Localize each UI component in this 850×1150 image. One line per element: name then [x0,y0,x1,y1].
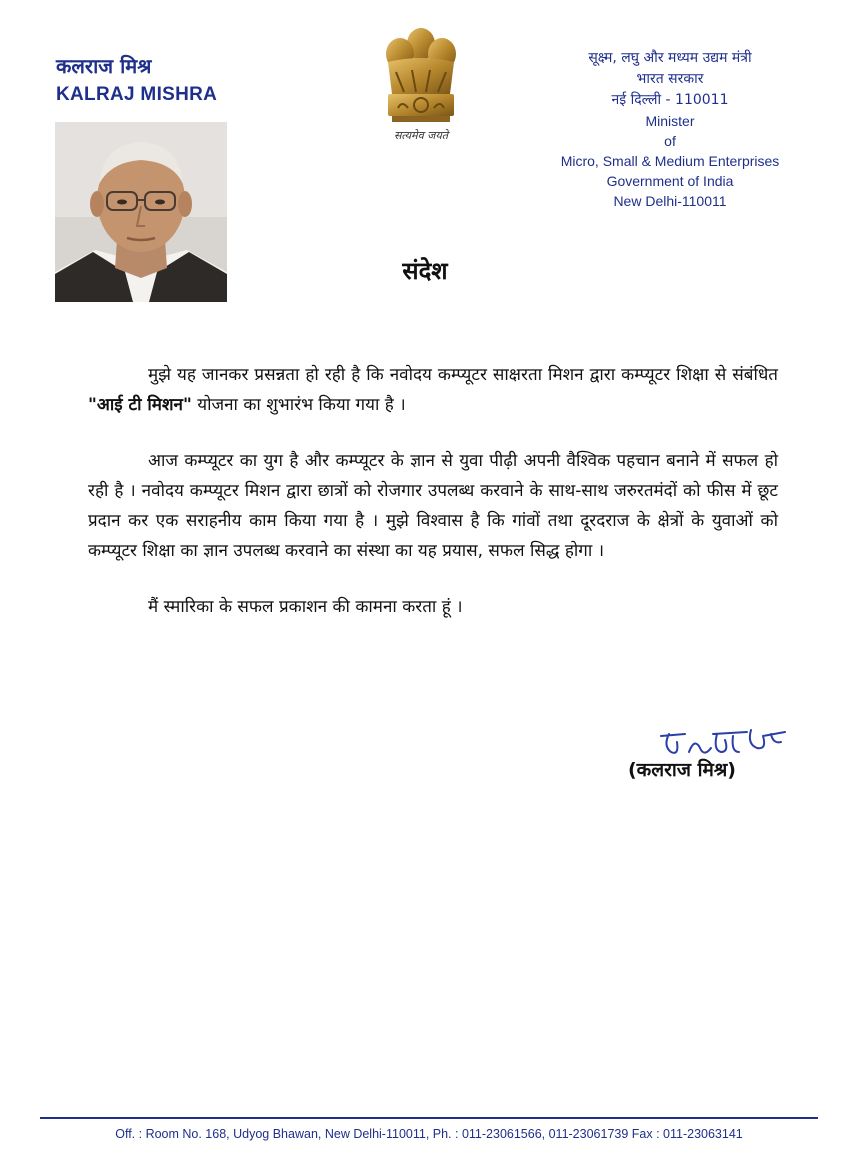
paragraph-1 [88,360,778,420]
footer-divider [40,1117,818,1119]
paragraph-2: आज कम्प्यूटर का युग है और कम्प्यूटर के ज्ञान से युवा पीढ़ी अपनी वैश्विक पहचान बनाने में सफल हो रही है । नवोदय कम्प्यूटर मिशन द्वारा छात्रों को रोजगार उपलब्ध करवाने के साथ-साथ जरुरतमंदों को फीस में छूट प्रदान कर एक सराहनीय काम किया गया है । मुझे विश्वास है कि गांवों तथा दूरदराज के क्षेत्रों के युवाओं को कम्प्यूटर शिक्षा का ज्ञान उपलब्ध करवाने का संस्था का यह प्रयास, सफल सिद्ध होगा । [88,451,778,561]
letter-body [88,360,778,622]
ministry-hindi-line3: नई दिल्ली - 110011 [611,92,729,108]
scheme-name: "आई टी मिशन" [88,395,192,415]
paragraph-1-part1: मुझे यह जानकर प्रसन्नता हो रही है कि नवोदय कम्प्यूटर साक्षरता मिशन द्वारा कम्प्यूटर शिक्षा से संबंधित [148,365,778,385]
ministry-english-line4: Government of India [606,173,734,189]
ministry-english-line5: New Delhi-110011 [613,193,727,209]
signatory-name: (कलराज मिश्र) [628,759,736,781]
ministry-english-line3: Micro, Small & Medium Enterprises [560,153,780,169]
minister-name-hindi: कलराज मिश्र [56,54,152,78]
paragraph-1-part2: योजना का शुभारंभ किया गया है । [191,395,406,415]
ministry-hindi-line1: सूक्ष्म, लघु और मध्यम उद्यम मंत्री [588,50,752,66]
ministry-english-line2: of [664,133,676,149]
ministry-hindi-line2: भारत सरकार [636,71,704,87]
minister-name-english: KALRAJ MISHRA [56,84,218,105]
national-emblem-icon [378,24,464,134]
paragraph-3: मैं स्मारिका के सफल प्रकाशन की कामना करता हूं । [148,597,463,617]
letter-title: संदेश [402,257,448,285]
ministry-address-block [525,48,815,211]
footer-address: Off. : Room No. 168, Udyog Bhawan, New Delhi-110011, Ph. : 011-23061566, 011-23061739 Fax : 011-23063141 [115,1127,743,1141]
ministry-english-line1: Minister [645,113,695,129]
emblem-motto: सत्यमेव जयते [393,129,448,142]
